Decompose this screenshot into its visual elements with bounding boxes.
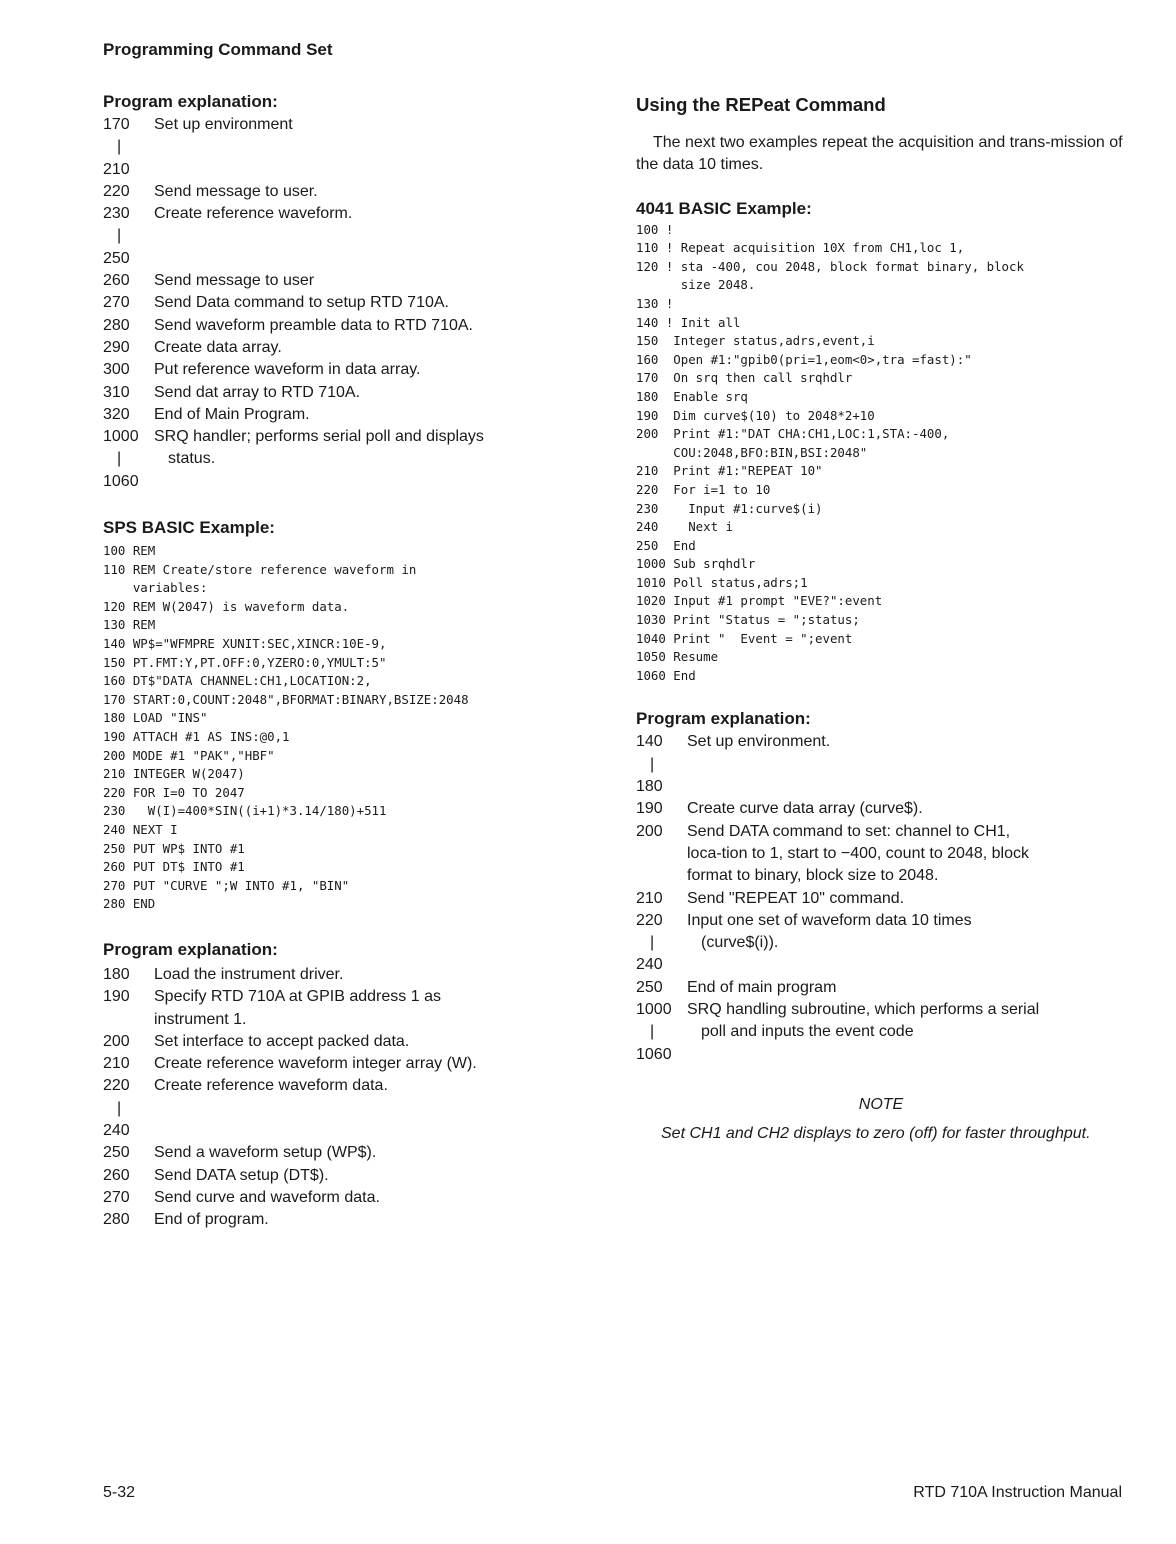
explanation-line xyxy=(103,136,573,158)
page-number: 5-32 xyxy=(103,1484,136,1501)
line-text: status. xyxy=(168,450,216,468)
code-line: 1020 Input #1 prompt "EVE?":event xyxy=(636,593,883,609)
code-line: 230 W(I)=400*SIN((i+1)*3.14/180)+511 xyxy=(103,803,387,819)
line-text xyxy=(168,225,573,247)
code-line: variables: xyxy=(103,580,208,596)
line-text: Specify RTD 710A at GPIB address 1 as xyxy=(154,988,441,1006)
line-number: 170 xyxy=(103,116,130,133)
line-number: | xyxy=(117,227,122,245)
code-line: 1040 Print " Event = ";event xyxy=(636,630,853,646)
line-text: Send dat array to RTD 710A. xyxy=(154,383,361,401)
program-explanation-heading-2: Program explanation: xyxy=(103,939,278,959)
line-number: 200 xyxy=(103,1032,130,1050)
code-line: 100 REM xyxy=(103,543,156,559)
explanation-line xyxy=(103,359,573,381)
code-line: 1030 Print "Status = ";status; xyxy=(636,612,860,628)
explanation-line xyxy=(103,1165,573,1187)
code-line: 220 For i=1 to 10 xyxy=(636,481,771,497)
line-number: 250 xyxy=(103,1144,130,1162)
line-number: 220 xyxy=(103,182,130,200)
line-text xyxy=(154,248,573,270)
explanation-line xyxy=(636,1021,1126,1043)
code-line: 100 ! xyxy=(636,221,674,237)
code-line: 140 WP$="WFMPRE XUNIT:SEC,XINCR:10E-9, xyxy=(103,636,387,652)
line-text: Create reference waveform integer array (W). xyxy=(154,1055,477,1073)
note-text: Set CH1 and CH2 displays to zero (off) for faster throughput. xyxy=(661,1124,1091,1142)
line-number: 240 xyxy=(103,1122,130,1139)
explanation-line xyxy=(636,776,1126,798)
line-text: SRQ handling subroutine, which performs a serial xyxy=(687,1001,1040,1018)
line-text: Send waveform preamble data to RTD 710A. xyxy=(154,316,473,334)
line-text: (curve$(i)). xyxy=(701,934,779,952)
explanation-line xyxy=(636,821,1126,843)
line-number: 1000 xyxy=(636,1001,672,1018)
explanation-line xyxy=(103,426,573,448)
code-line: 170 START:0,COUNT:2048",BFORMAT:BINARY,BSIZE:2048 xyxy=(103,691,469,707)
basic-example-code xyxy=(636,221,1126,686)
explanation-continuation: loca-tion to 1, start to −400, count to 2048, block xyxy=(687,844,1029,862)
explanation-line xyxy=(103,1031,573,1053)
explanation-line xyxy=(103,404,573,426)
explanation-line xyxy=(103,964,573,986)
line-number: 250 xyxy=(636,978,663,996)
explanation-line xyxy=(103,225,573,247)
code-line: 270 PUT "CURVE ";W INTO #1, "BIN" xyxy=(103,877,350,893)
line-number: 140 xyxy=(636,733,663,751)
line-number: | xyxy=(117,138,122,156)
line-text xyxy=(168,1098,573,1120)
code-line: 190 Dim curve$(10) to 2048*2+10 xyxy=(636,407,875,423)
line-number: 180 xyxy=(103,965,130,983)
line-text xyxy=(154,1120,573,1142)
explanation-line xyxy=(103,203,573,225)
explanation-line xyxy=(103,1098,573,1120)
line-text xyxy=(154,159,573,181)
explanation-line xyxy=(103,471,573,493)
explanation-line xyxy=(636,754,1126,776)
code-line: 230 Input #1:curve$(i) xyxy=(636,500,823,516)
line-text: Send DATA command to set: channel to CH1, xyxy=(687,822,1011,840)
line-text xyxy=(687,776,1126,798)
code-line: 1060 End xyxy=(636,667,696,683)
explanation-line xyxy=(636,954,1126,976)
line-number: 260 xyxy=(103,1166,130,1184)
line-number: 270 xyxy=(103,294,130,312)
sps-basic-heading: SPS BASIC Example: xyxy=(103,518,275,538)
explanation-line xyxy=(103,1209,573,1231)
explanation-continuation: instrument 1. xyxy=(154,1010,247,1028)
explanation-line xyxy=(103,1142,573,1164)
explanation-line xyxy=(103,337,573,359)
line-number: 260 xyxy=(103,272,130,290)
line-number: 290 xyxy=(103,338,130,356)
left-column xyxy=(103,92,573,1231)
line-text: Put reference waveform in data array. xyxy=(154,361,421,379)
running-head: Programming Command Set xyxy=(103,40,333,59)
manual-title: RTD 710A Instruction Manual xyxy=(913,1484,1122,1501)
line-text: End of main program xyxy=(687,978,837,996)
line-number: 190 xyxy=(636,800,663,818)
line-text xyxy=(701,754,1126,776)
line-number: 1060 xyxy=(636,1045,672,1063)
line-text: Create reference waveform. xyxy=(154,205,353,223)
line-number: 190 xyxy=(103,988,130,1006)
line-number: 180 xyxy=(636,778,663,796)
code-line: 280 END xyxy=(103,896,156,912)
right-column xyxy=(636,92,1126,1145)
line-text: poll and inputs the event code xyxy=(701,1023,914,1041)
line-text: Set up environment. xyxy=(687,733,831,751)
line-number: 220 xyxy=(636,911,663,929)
line-number: 300 xyxy=(103,361,130,379)
code-line: 150 Integer status,adrs,event,i xyxy=(636,333,875,349)
code-line: 220 FOR I=0 TO 2047 xyxy=(103,784,245,800)
explanation-line xyxy=(103,448,573,470)
line-text: End of program. xyxy=(154,1211,269,1229)
line-text: Send message to user. xyxy=(154,182,318,200)
explanation-line xyxy=(636,888,1126,910)
explanation-line xyxy=(636,910,1126,932)
line-text xyxy=(154,471,573,493)
explanation-line xyxy=(103,270,573,292)
line-text: Send message to user xyxy=(154,272,315,290)
line-number: 280 xyxy=(103,1211,130,1229)
line-text: SRQ handler; performs serial poll and displays xyxy=(154,428,484,446)
code-line: 210 Print #1:"REPEAT 10" xyxy=(636,463,823,479)
sps-basic-code xyxy=(103,542,573,914)
line-text: Set interface to accept packed data. xyxy=(154,1032,410,1050)
code-line: 250 End xyxy=(636,537,696,553)
line-number: 320 xyxy=(103,405,130,423)
line-number: 1000 xyxy=(103,428,139,446)
code-line: 260 PUT DT$ INTO #1 xyxy=(103,859,245,875)
line-number: 240 xyxy=(636,956,663,974)
explanation-line xyxy=(103,292,573,314)
explanation-line xyxy=(636,932,1126,954)
code-line: 180 LOAD "INS" xyxy=(103,710,208,726)
code-line: 170 On srq then call srqhdlr xyxy=(636,370,853,386)
line-text: Input one set of waveform data 10 times xyxy=(687,911,972,929)
line-number: 210 xyxy=(636,889,663,907)
code-line: 200 Print #1:"DAT CHA:CH1,LOC:1,STA:-400, xyxy=(636,426,950,442)
line-text: Send Data command to setup RTD 710A. xyxy=(154,294,449,312)
line-number: | xyxy=(650,934,655,952)
code-line: size 2048. xyxy=(636,277,756,293)
program-explanation-heading-3: Program explanation: xyxy=(636,709,811,729)
line-text: Load the instrument driver. xyxy=(154,965,344,983)
code-line: 200 MODE #1 "PAK","HBF" xyxy=(103,747,275,763)
line-text: Send curve and waveform data. xyxy=(154,1188,380,1206)
code-line: 190 ATTACH #1 AS INS:@0,1 xyxy=(103,728,290,744)
code-line: 180 Enable srq xyxy=(636,388,748,404)
code-line: 250 PUT WP$ INTO #1 xyxy=(103,840,245,856)
line-number: 220 xyxy=(103,1077,130,1095)
explanation-continuation: format to binary, block size to 2048. xyxy=(687,867,939,885)
program-explanation-list-3 xyxy=(636,731,1126,1065)
explanation-line xyxy=(103,1053,573,1075)
explanation-line xyxy=(103,1120,573,1142)
explanation-line xyxy=(103,986,573,1008)
line-number: 210 xyxy=(103,1055,130,1073)
line-number: 230 xyxy=(103,205,130,223)
explanation-line xyxy=(103,315,573,337)
explanation-line xyxy=(103,1075,573,1097)
code-line: 140 ! Init all xyxy=(636,314,741,330)
explanation-line xyxy=(103,248,573,270)
code-line: 110 ! Repeat acquisition 10X from CH1,loc 1, xyxy=(636,240,965,256)
explanation-line xyxy=(636,798,1126,820)
code-line: 110 REM Create/store reference waveform in xyxy=(103,561,417,577)
line-text xyxy=(168,136,573,158)
line-text: Send "REPEAT 10" command. xyxy=(687,889,905,907)
explanation-line xyxy=(103,114,573,136)
section-title: Using the REPeat Command xyxy=(636,94,886,115)
code-line: 1050 Resume xyxy=(636,649,719,665)
code-line: 160 Open #1:"gpib0(pri=1,eom<0>,tra =fast):" xyxy=(636,351,972,367)
line-number: | xyxy=(650,755,655,773)
line-text: Create data array. xyxy=(154,338,282,356)
explanation-line xyxy=(636,977,1126,999)
line-number: 1060 xyxy=(103,472,139,490)
code-line: 160 DT$"DATA CHANNEL:CH1,LOCATION:2, xyxy=(103,673,372,689)
explanation-line xyxy=(636,999,1126,1021)
line-text: End of Main Program. xyxy=(154,405,310,423)
program-explanation-heading: Program explanation: xyxy=(103,92,278,111)
code-line: 210 INTEGER W(2047) xyxy=(103,766,245,782)
code-line: 120 ! sta -400, cou 2048, block format binary, block xyxy=(636,258,1024,274)
intro-paragraph: The next two examples repeat the acquisition and trans-mission of the data 10 times. xyxy=(636,134,1123,174)
code-line: 130 ! xyxy=(636,295,674,311)
line-number: 200 xyxy=(636,822,663,840)
code-line: 240 Next i xyxy=(636,519,733,535)
explanation-line xyxy=(103,1187,573,1209)
line-text: Send a waveform setup (WP$). xyxy=(154,1144,377,1162)
code-line: 1000 Sub srqhdlr xyxy=(636,556,756,572)
line-text: Create reference waveform data. xyxy=(154,1077,388,1095)
line-text: Create curve data array (curve$). xyxy=(687,800,923,818)
code-line: 150 PT.FMT:Y,PT.OFF:0,YZERO:0,YMULT:5" xyxy=(103,654,387,670)
line-number: | xyxy=(117,1099,122,1117)
explanation-line xyxy=(103,159,573,181)
line-number: 270 xyxy=(103,1188,130,1206)
line-text xyxy=(687,1044,1126,1066)
code-line: 130 REM xyxy=(103,617,156,633)
line-number: | xyxy=(117,450,122,468)
explanation-line xyxy=(103,181,573,203)
program-explanation-list-2 xyxy=(103,964,573,1232)
explanation-line xyxy=(636,1044,1126,1066)
line-number: 250 xyxy=(103,249,130,267)
explanation-line xyxy=(636,731,1126,753)
basic-example-heading: 4041 BASIC Example: xyxy=(636,198,812,218)
code-line: COU:2048,BFO:BIN,BSI:2048" xyxy=(636,444,868,460)
line-number: 280 xyxy=(103,316,130,334)
code-line: 120 REM W(2047) is waveform data. xyxy=(103,598,350,614)
line-number: | xyxy=(650,1023,655,1041)
line-number: 210 xyxy=(103,160,130,178)
note-label: NOTE xyxy=(858,1095,904,1113)
code-line: 240 NEXT I xyxy=(103,821,178,837)
line-text xyxy=(687,954,1126,976)
code-line: 1010 Poll status,adrs;1 xyxy=(636,574,808,590)
program-explanation-list xyxy=(103,114,573,493)
explanation-line xyxy=(103,382,573,404)
line-text: Set up environment xyxy=(154,116,293,133)
line-text: Send DATA setup (DT$). xyxy=(154,1166,329,1184)
line-number: 310 xyxy=(103,383,130,401)
